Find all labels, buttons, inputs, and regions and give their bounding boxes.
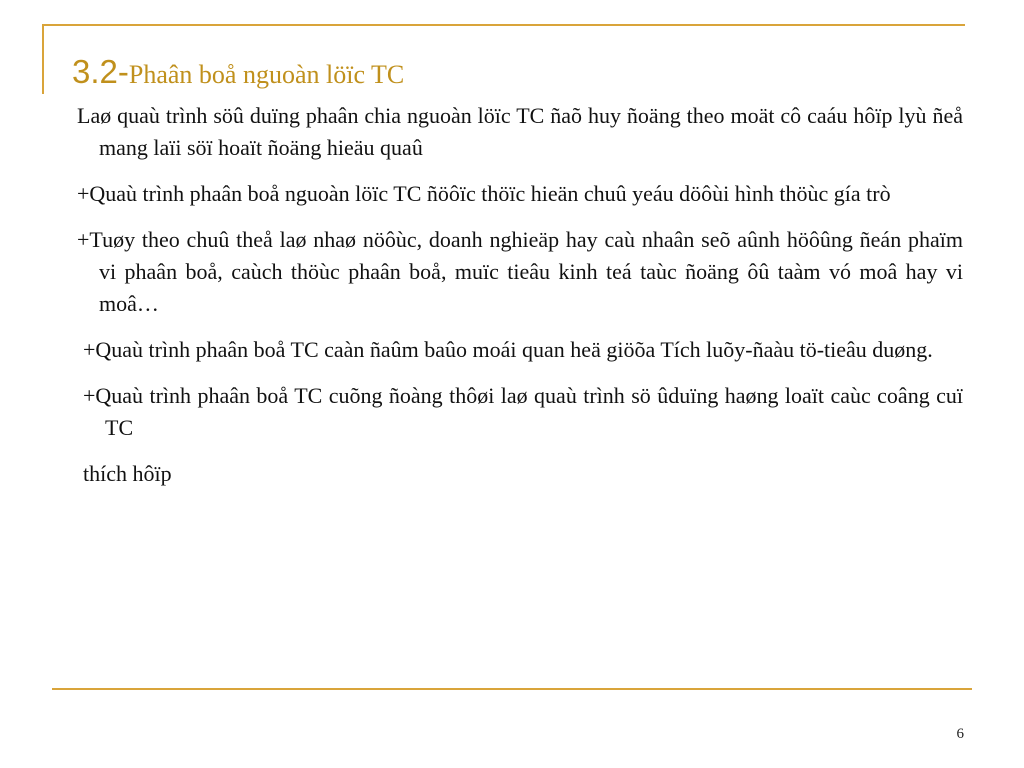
body-paragraph-relationship: +Quaù trình phaân boå TC caàn ñaûm baûo moái quan heä giöõa Tích luõy-ñaàu tö-tieâu duøng. xyxy=(83,337,933,362)
slide-title xyxy=(72,52,404,99)
title-frame-top-rule xyxy=(42,24,965,26)
page-number: 6 xyxy=(956,726,964,742)
slide-title-number: 3.2- xyxy=(72,53,129,90)
body-paragraph-subjects: +Tuøy theo chuû theå laø nhaø nöôùc, doanh nghieäp hay caù nhaân seõ aûnh höôûng ñeán phaïm vi phaân boå, caùch thöùc phaân boå, muïc tieâu kinh teá taùc ñoäng ôû taàm vó moâ hay vi moâ… xyxy=(77,227,963,316)
body-paragraph-continuation: thích hôïp xyxy=(83,461,172,486)
body-paragraph-definition: Laø quaù trình söû duïng phaân chia nguoàn löïc TC ñaõ huy ñoäng theo moät cô caáu hôïp lyù ñeå mang laïi söï hoaït ñoäng hieäu quaû xyxy=(77,103,963,160)
body-paragraph-tools: +Quaù trình phaân boå TC cuõng ñoàng thôøi laø quaù trình sö ûduïng haøng loaït caùc coâng cuï TC xyxy=(83,383,963,440)
footer-rule xyxy=(52,688,972,690)
title-frame-left-rule xyxy=(42,24,44,94)
slide-body xyxy=(77,100,963,504)
body-paragraph-value-form: +Quaù trình phaân boå nguoàn löïc TC ñöôïc thöïc hieän chuû yeáu döôùi hình thöùc gía trò xyxy=(77,181,891,206)
slide-title-text: Phaân boå nguoàn löïc TC xyxy=(128,60,405,89)
